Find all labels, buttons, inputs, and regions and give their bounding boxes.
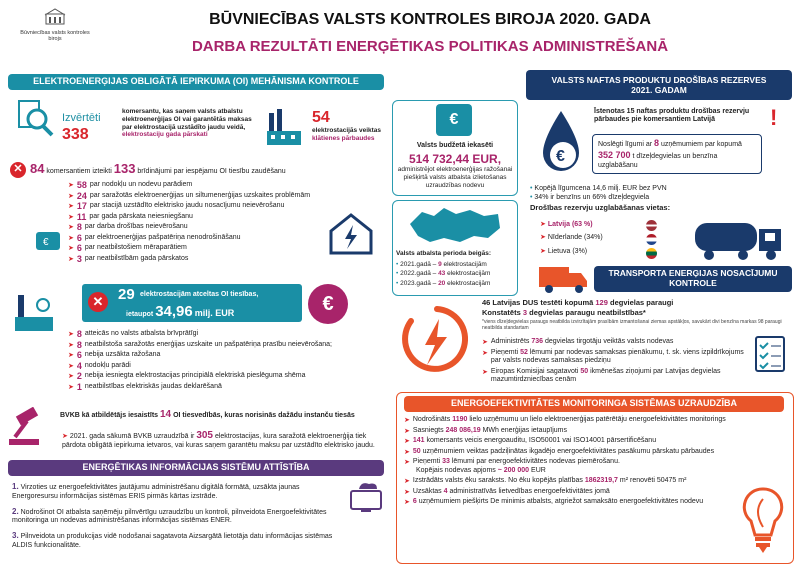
list-item: ➤ Eiropas Komisijai sagatavoti 50 ikmēnešas ziņojumi par Latvijas degvielas mazumtirdzniecības cenām bbox=[482, 367, 721, 384]
transport-note: *viens dīzeļdegvielas paraugs neatbilda izvirzītajām prasībām izmantošanai ziemas apstākļos, savukārt divi benzīna markas 98 paraugi neatbilda standartam bbox=[482, 319, 782, 331]
gavel-icon bbox=[6, 406, 52, 448]
truck-icon bbox=[536, 260, 590, 296]
list-item: ➤ 141 komersants veicis energoauditu, ISO50001 vai ISO14001 pārsertificēšanu bbox=[404, 437, 657, 445]
list-item: ➤ 1 neatbilstības elektriskās jaudas deklarēšanā bbox=[68, 381, 222, 392]
list-item: ➤ 8 par darba drošības neievērošanu bbox=[68, 222, 188, 232]
list-item: ➤ Nodrošināts 1190 lielo uzņēmumu un lielo elektroenerģijas patērētāju energoefektivitātes monitorings bbox=[404, 416, 726, 424]
list-item: ➤ Pieņemti 33 lēmumi par energoefektivitātes nodevas piemērošanu. bbox=[404, 458, 620, 466]
flag-latvia-icon bbox=[646, 220, 657, 231]
list-item: Kopējais nodevas apjoms ~ 200 000 EUR bbox=[416, 467, 546, 474]
list-item: 3. Pilnveidota un produkcijas vidē nodošanai sagatavota Aizsargātā lietotāja datu informācijas sistēmas ALDIS funkcionalitāte. bbox=[12, 531, 333, 549]
magnifier-icon bbox=[16, 98, 56, 138]
list-item: • 34% ir benzīns un 66% dīzeļdegviela bbox=[530, 194, 650, 202]
svg-text:€: € bbox=[43, 237, 49, 248]
evaluated-number: 338 bbox=[62, 126, 89, 143]
budget-label: Valsts budžetā iekasēti bbox=[416, 142, 494, 149]
list-item: ➤ Lietuva (3%) bbox=[540, 247, 588, 255]
revoked-saving: ietaupot 34,96 milj. EUR bbox=[126, 303, 235, 320]
factory-icon bbox=[264, 106, 304, 148]
list-item: ➤ 50 uzņēmumiem veiktas padziļinātas ikgadējo energoefektivitātes pasākumu pārskatu pārbaudes bbox=[404, 447, 715, 456]
revoked-text: elektrostacijām atceltas OI tiesības, bbox=[140, 291, 259, 298]
info-list bbox=[12, 482, 342, 551]
close-icon: ✕ bbox=[10, 162, 26, 178]
list-item: ➤ 24 par saražotās elektroenerģijas un siltumenerģijas uzskaites problēmām bbox=[68, 190, 311, 201]
oil-drop-euro-icon bbox=[532, 108, 590, 176]
list-item: ➤ 8 neatbilstoša saražotās enerģijas uzskaite un pašpatēriņa prasību neievērošana; bbox=[68, 339, 332, 350]
list-item: • 2023.gadā – 20 elektrostacijām bbox=[396, 279, 491, 287]
list-item: ➤ 6 par elektroenerģijas pašpatēriņa nenodrošināšanu bbox=[68, 232, 241, 243]
periods-list bbox=[396, 260, 518, 288]
warnings-summary: 84 komersantiem izteikti 133 brīdinājumi par iespējamu OI tiesību zaudēšanu bbox=[30, 161, 286, 176]
list-item: ➤ Administrēts 736 degvielas tirgotāju veiktās valsts nodevas bbox=[482, 338, 674, 346]
list-item: ➤ 11 par gada pārskata neiesniegšanu bbox=[68, 211, 193, 222]
list-item: ➤ 4 nodokļu parādi bbox=[68, 360, 131, 371]
oi-header: ELEKTROENERĢIJAS OBLIGĀTĀ IEPIRKUMA (OI) MEHĀNISMA KONTROLE bbox=[8, 74, 384, 90]
places-list bbox=[540, 218, 700, 258]
revoked-number: 29 bbox=[118, 286, 135, 303]
list-item: ➤ Izstrādāts valsts ēku saraksts. No ēku kopējās platības 1862319,7 m² renovēti 50475 m² bbox=[404, 477, 687, 486]
list-item: ➤ 6 nebija uzsākta ražošana bbox=[68, 350, 161, 360]
list-item: ➤ Uzsāktas 4 administratīvās lietvedības energoefektivitātes jomā bbox=[404, 487, 610, 496]
list-item: ➤ 17 par stacijā uzstādīto elektrisko jaudu nosacījumu neievērošanu bbox=[68, 201, 285, 211]
euro-document-icon: € bbox=[436, 104, 472, 136]
svg-text:€: € bbox=[556, 148, 565, 165]
court2-text: ➤ 2021. gada sākumā BVKB uzraudzībā ir 305 elektrostacijas, kura saražotā elektroenerģija tiek pārdota obligātā iepirkuma ietvaros, vai kuras saņem garantētu maksu par uzstādīto elektrisko jaudu. bbox=[62, 430, 375, 449]
title-line2: DARBA REZULTĀTI ENERĢĒTIKAS POLITIKAS ADMINISTRĒŠANĀ bbox=[191, 38, 669, 55]
list-item: • Kopējā līgumcena 14,6 milj. EUR bez PVN bbox=[530, 185, 667, 192]
periods-title: Valsts atbalsta perioda beigās: bbox=[396, 250, 492, 257]
logo-icon bbox=[44, 8, 66, 26]
title-line1: BŪVNIECĪBAS VALSTS KONTROLES BIROJA 2020. GADA bbox=[209, 11, 651, 28]
budget-amount: 514 732,44 EUR, bbox=[408, 152, 502, 166]
list-item: ➤ 2 nebija iesniegta elektrostacijas principiālā elektriskā pieslēguma shēma bbox=[68, 371, 306, 381]
transport-line1: 46 Latvijas DUS testēti kopumā 129 degvielas paraugi bbox=[482, 298, 674, 307]
efficiency-header: ENERGOEFEKTIVITĀTES MONITORINGA SISTĒMAS UZRAUDZĪBA bbox=[404, 396, 784, 412]
onsite-text: elektrostacijās veiktas klātienes pārbaudes bbox=[312, 127, 382, 142]
lightbulb-icon bbox=[738, 484, 788, 560]
info-header: ENERĢĒTIKAS INFORMĀCIJAS SISTĒMU ATTĪSTĪBA bbox=[8, 460, 384, 476]
list-item: 1. Virzoties uz energoefektivitātes jautājumu administrēšanu digitālā formātā, uzsākta jaunas Energoresursu informācijas sistēmas ERIS pirmās kārtas izstrāde. bbox=[12, 482, 300, 500]
list-item: ➤ 6 par neatbilstošiem mēraparātiem bbox=[68, 243, 187, 253]
checklist-icon bbox=[752, 334, 788, 374]
oil-header: VALSTS NAFTAS PRODUKTU DROŠĪBAS REZERVES 2021. GADAM bbox=[526, 70, 792, 100]
oil-intro: Īstenotas 15 naftas produktu drošības rezervju pārbaudes pie komersantiem Latvijā bbox=[594, 108, 750, 124]
places-title: Drošības rezervju uzglabāšanas vietas: bbox=[530, 202, 671, 212]
piggy-bank-icon: € bbox=[308, 284, 348, 324]
budget-text: administrējot elektroenerģijas ražošanai piešķirtā valsts atbalsta izlietošanas uzraudzības nodevu bbox=[397, 166, 513, 189]
latvia-map-icon bbox=[404, 204, 504, 246]
wallet-icon bbox=[34, 228, 62, 252]
flag-lithuania-icon bbox=[646, 248, 657, 259]
list-item: ➤ Latvija (63 %) bbox=[540, 221, 593, 228]
oil-bullets bbox=[530, 184, 790, 213]
oil-deals: Noslēgti līgumi ar 8 uzņēmumiem par kopumā 352 700 t dīzeļdegvielas un benzīna uzglabāšanu bbox=[592, 134, 762, 174]
tanker-truck-icon bbox=[690, 212, 790, 262]
alert-icon: ! bbox=[770, 105, 778, 130]
flags bbox=[646, 220, 660, 259]
reasons-list bbox=[68, 330, 388, 393]
list-item: ➤ Sasniegts 248 086,19 MWh enerģijas ietaupījums bbox=[404, 426, 568, 435]
list-item: 2. Nodrošinot OI atbalsta saņēmēju pilnvērtīgu uzraudzību un kontroli, pilnveidota Energoefektivitātes monitoringa un nodevas administrēšanas informācijas sistēmas ENER. bbox=[12, 506, 327, 525]
transport-line2: Konstatēts 3 degvielas paraugu neatbilstības* bbox=[482, 308, 646, 317]
onsite-number: 54 bbox=[312, 109, 330, 126]
court-text: BVKB kā atbildētājs iesaistīts 14 OI tiesvedībās, kuras norisinās dažādu instanču tiesās bbox=[60, 409, 355, 420]
evaluated-text: komersantu, kas saņem valsts atbalstu elektroenerģijas OI vai garantētās maksas par elektrostacijā uzstādīto jaudu veidā, elektrostaciju gada pārskati bbox=[122, 108, 252, 139]
list-item: ➤ 3 par neatbilstībām gada pārskatos bbox=[68, 253, 189, 264]
list-item: ➤ 8 atteicās no valsts atbalsta brīvprātīgi bbox=[68, 329, 199, 339]
power-plant-icon bbox=[12, 290, 56, 334]
evaluated-label: Izvērtēti bbox=[62, 112, 101, 124]
list-item: • 2021.gadā – 9 elektrostacijām bbox=[396, 261, 487, 268]
logo bbox=[20, 8, 90, 42]
list-item: ➤ Pieņemti 52 lēmumi par nodevas samaksas pienākumu, t. sk. viens izpildrīkojums par valsts nodevas samaksas piedziņu bbox=[482, 348, 744, 365]
list-item: ➤ 6 uzņēmumiem piešķirts De minimis atbalsts, atgriežot samaksāto energoefektivitātes nodevu bbox=[404, 498, 704, 507]
close-icon: ✕ bbox=[88, 292, 108, 312]
list-item: • 2022.gadā – 43 elektrostacijām bbox=[396, 270, 491, 278]
flag-netherlands-icon bbox=[646, 234, 657, 245]
efficiency-list bbox=[404, 416, 734, 509]
cloud-computer-icon bbox=[346, 480, 386, 516]
lightning-icon bbox=[396, 302, 474, 380]
list-item: ➤ 58 par nodokļu un nodevu parādiem bbox=[68, 180, 193, 190]
house-energy-icon bbox=[326, 210, 376, 256]
transport-list bbox=[482, 338, 744, 387]
list-item: ➤ Nīderlande (34%) bbox=[540, 234, 603, 242]
transport-header: TRANSPORTA ENERĢIJAS NOSACĪJUMU KONTROLE bbox=[594, 266, 792, 292]
logo-text: Būvniecības valsts kontroles birojs bbox=[20, 29, 90, 42]
